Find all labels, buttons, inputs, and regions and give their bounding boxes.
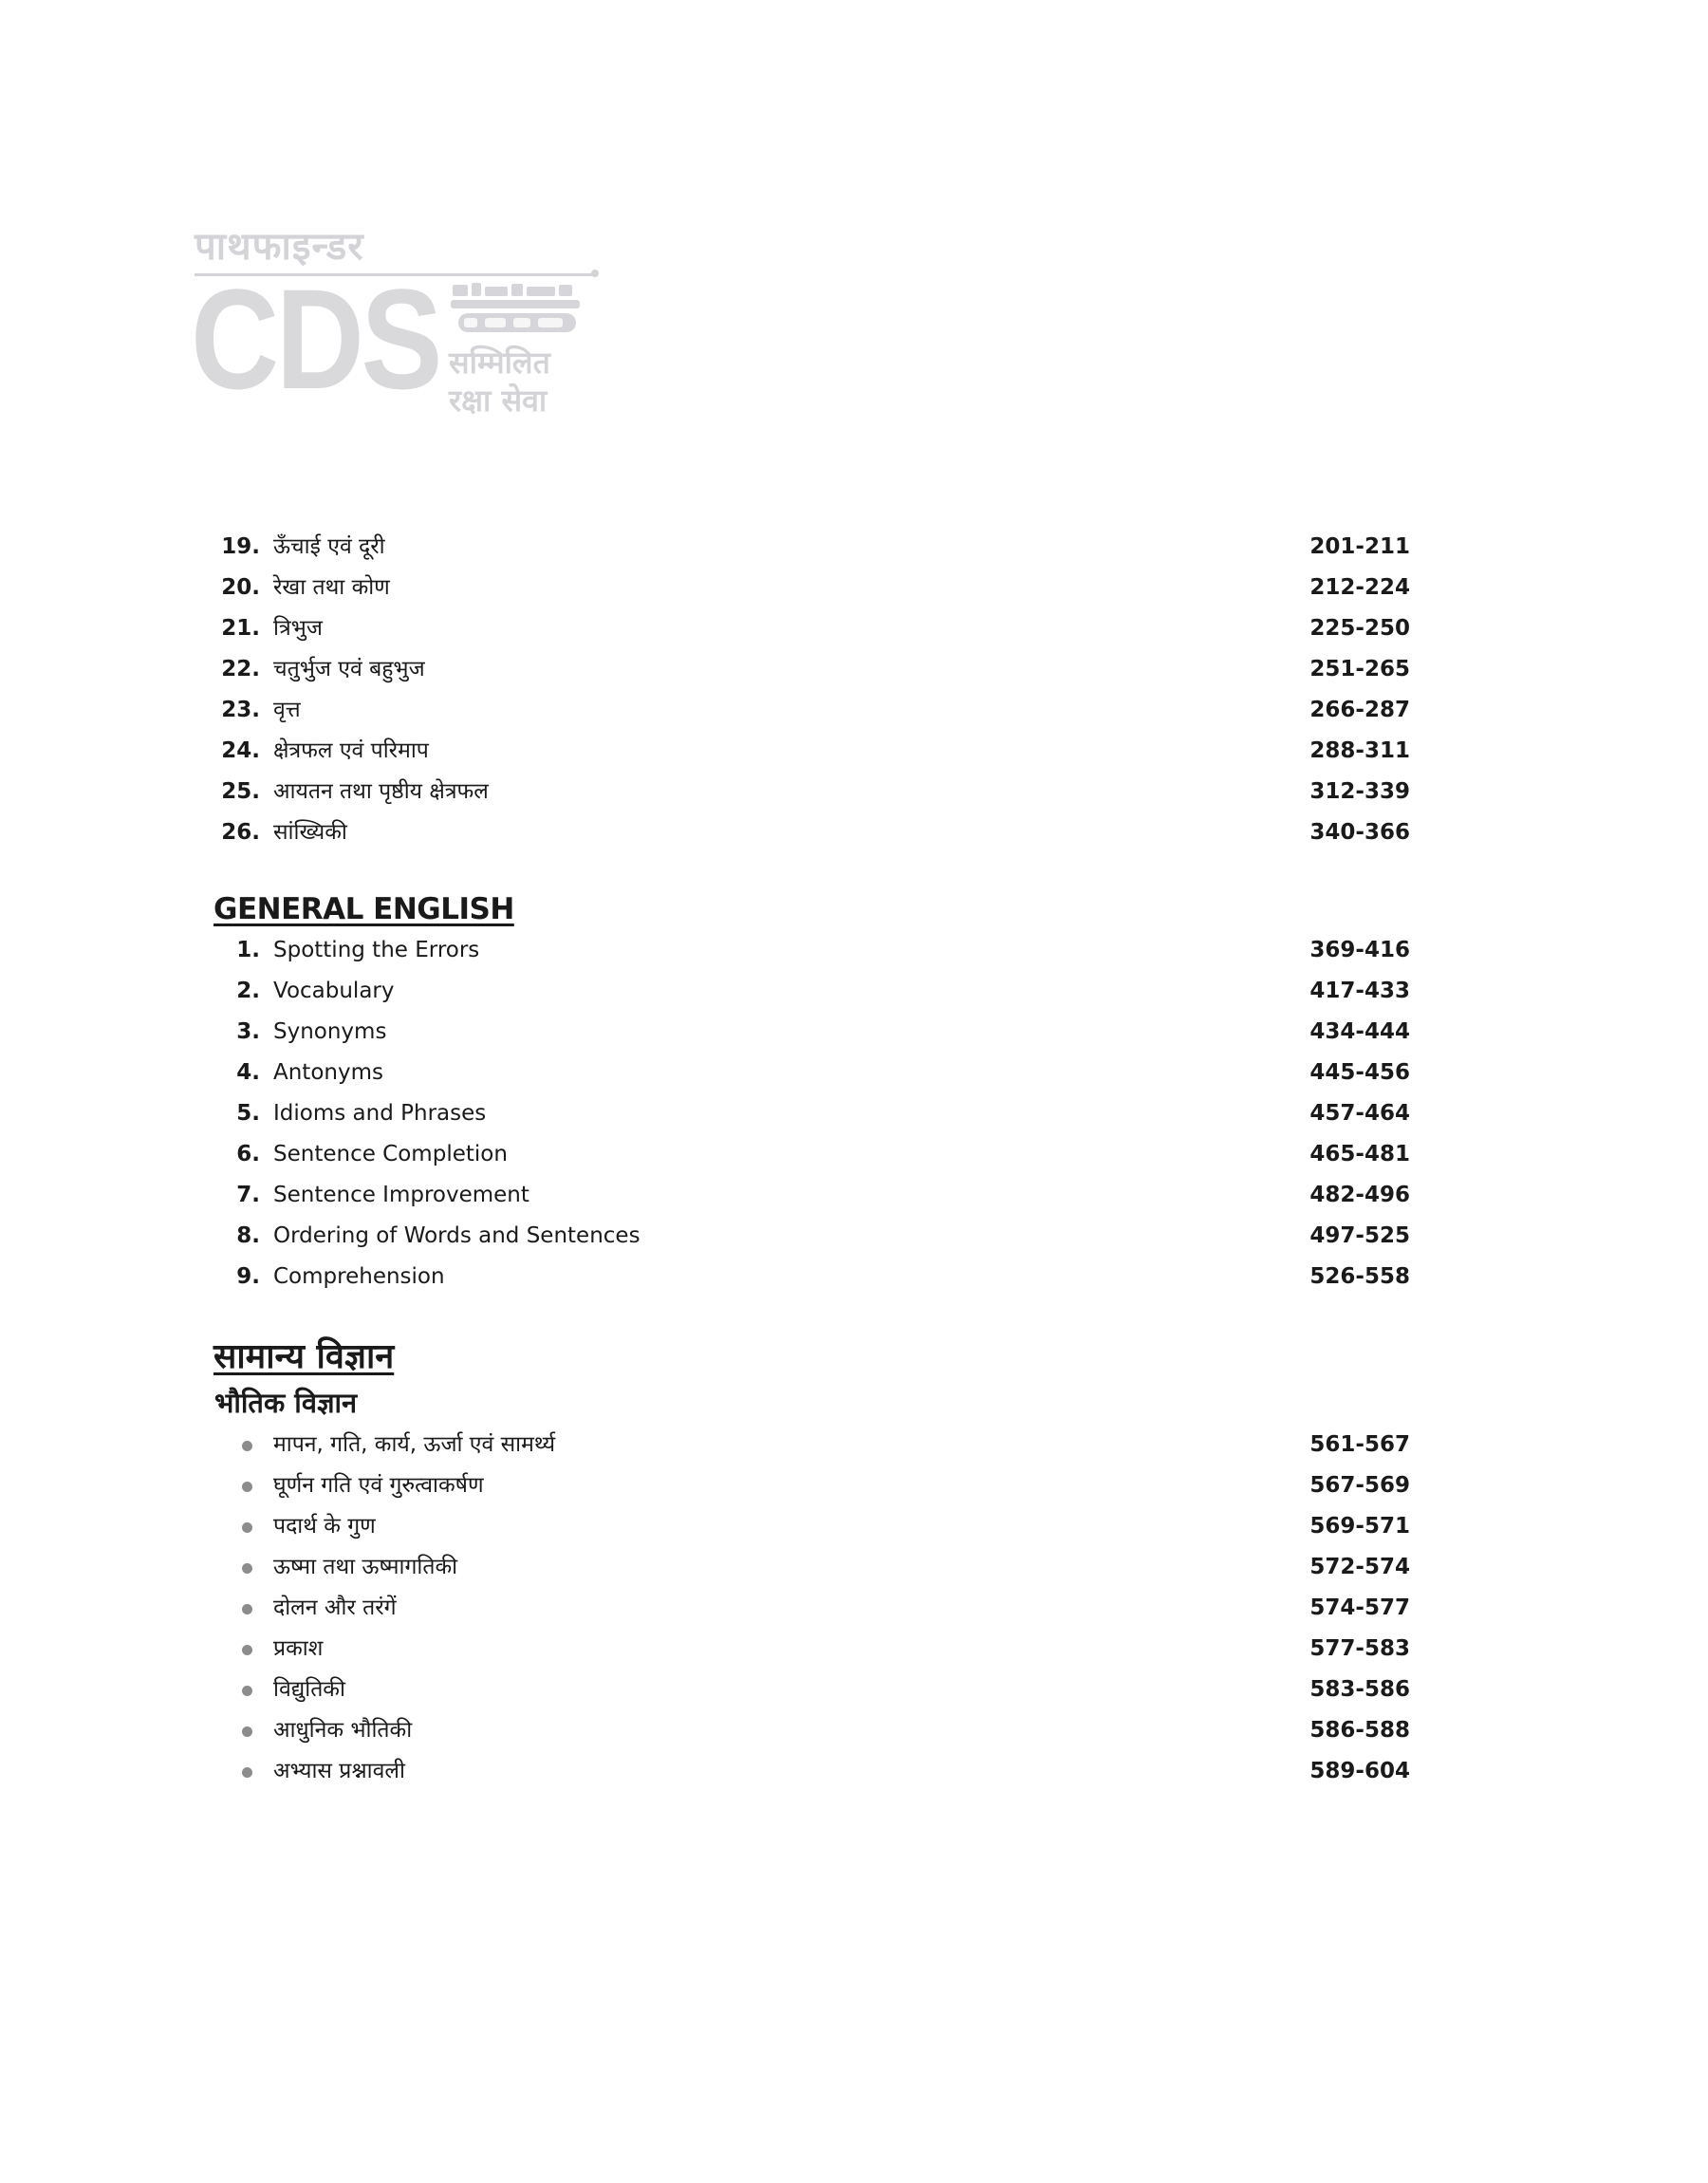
publisher-logo bbox=[191, 218, 603, 427]
toc-row bbox=[214, 1012, 1410, 1053]
toc-row bbox=[214, 1629, 1410, 1670]
chapter-number: 7. bbox=[236, 1183, 260, 1207]
bullet-icon bbox=[242, 1441, 252, 1451]
chapter-title: रेखा तथा कोण bbox=[273, 575, 390, 600]
physics-topic-list bbox=[214, 1425, 1410, 1792]
chapter-title: Idioms and Phrases bbox=[273, 1101, 487, 1126]
chapter-number: 3. bbox=[236, 1019, 260, 1044]
toc-row bbox=[214, 1670, 1410, 1710]
topic-title: मापन, गति, कार्य, ऊर्जा एवं सामर्थ्य bbox=[273, 1432, 556, 1457]
emblem-icon bbox=[451, 281, 585, 334]
page-range: 251-265 bbox=[1309, 657, 1410, 681]
topic-title: विद्युतिकी bbox=[273, 1677, 345, 1702]
subsection-heading-physics: भौतिक विज्ञान bbox=[214, 1387, 358, 1419]
page-range: 445-456 bbox=[1309, 1060, 1410, 1085]
toc-row bbox=[214, 971, 1410, 1012]
page-range: 586-588 bbox=[1309, 1718, 1410, 1743]
chapter-title: वृत्त bbox=[273, 698, 301, 722]
page-range: 567-569 bbox=[1309, 1473, 1410, 1498]
toc-row bbox=[214, 1547, 1410, 1588]
chapter-title: Comprehension bbox=[273, 1264, 445, 1289]
logo-main-text: CDS bbox=[191, 259, 440, 419]
bullet-icon bbox=[242, 1645, 252, 1655]
logo-subtitle-line1: सम्मिलित bbox=[449, 345, 550, 381]
chapter-number: 6. bbox=[236, 1142, 260, 1166]
toc-row bbox=[214, 1257, 1410, 1297]
chapter-title: Sentence Completion bbox=[273, 1142, 508, 1166]
toc-row bbox=[214, 1588, 1410, 1629]
bullet-icon bbox=[242, 1482, 252, 1492]
chapter-number: 23. bbox=[221, 698, 260, 722]
page-range: 561-567 bbox=[1309, 1432, 1410, 1457]
page-range: 572-574 bbox=[1309, 1555, 1410, 1579]
toc-row bbox=[214, 1134, 1410, 1175]
page-range: 340-366 bbox=[1309, 820, 1410, 845]
toc-row bbox=[214, 527, 1410, 568]
chapter-number: 22. bbox=[221, 657, 260, 681]
chapter-title: Ordering of Words and Sentences bbox=[273, 1223, 640, 1248]
chapter-number: 21. bbox=[221, 616, 260, 641]
toc-row bbox=[214, 1053, 1410, 1093]
chapter-number: 1. bbox=[236, 938, 260, 962]
table-of-contents bbox=[214, 527, 1410, 1792]
page-range: 212-224 bbox=[1309, 575, 1410, 600]
logo-subtitle bbox=[449, 344, 550, 420]
bullet-icon bbox=[242, 1604, 252, 1614]
chapter-title: Vocabulary bbox=[273, 979, 395, 1003]
bullet-icon bbox=[242, 1726, 252, 1737]
chapter-number: 20. bbox=[221, 575, 260, 600]
toc-row bbox=[214, 1175, 1410, 1216]
chapter-number: 8. bbox=[236, 1223, 260, 1248]
chapter-number: 25. bbox=[221, 779, 260, 804]
page-range: 589-604 bbox=[1309, 1759, 1410, 1783]
bullet-icon bbox=[242, 1767, 252, 1778]
bullet-icon bbox=[242, 1563, 252, 1574]
page-range: 369-416 bbox=[1309, 938, 1410, 962]
page-range: 201-211 bbox=[1309, 534, 1410, 559]
page-range: 225-250 bbox=[1309, 616, 1410, 641]
chapter-title: Synonyms bbox=[273, 1019, 387, 1044]
chapter-number: 4. bbox=[236, 1060, 260, 1085]
page-range: 288-311 bbox=[1309, 738, 1410, 763]
chapter-title: आयतन तथा पृष्ठीय क्षेत्रफल bbox=[273, 779, 489, 804]
topic-title: पदार्थ के गुण bbox=[273, 1514, 376, 1539]
chapter-number: 2. bbox=[236, 979, 260, 1003]
toc-row bbox=[214, 608, 1410, 649]
chapter-number: 19. bbox=[221, 534, 260, 559]
toc-row bbox=[214, 1751, 1410, 1792]
toc-row bbox=[214, 1093, 1410, 1134]
topic-title: घूर्णन गति एवं गुरुत्वाकर्षण bbox=[273, 1473, 484, 1498]
page-range: 465-481 bbox=[1309, 1142, 1410, 1166]
chapter-title: Antonyms bbox=[273, 1060, 383, 1085]
topic-title: प्रकाश bbox=[273, 1636, 324, 1661]
page-range: 569-571 bbox=[1309, 1514, 1410, 1539]
topic-title: अभ्यास प्रश्नावली bbox=[273, 1759, 405, 1783]
toc-row bbox=[214, 1465, 1410, 1506]
page-range: 417-433 bbox=[1309, 979, 1410, 1003]
logo-top-text: पाथफाइन्डर bbox=[195, 225, 364, 269]
chapter-title: Sentence Improvement bbox=[273, 1183, 529, 1207]
toc-row bbox=[214, 812, 1410, 853]
chapter-number: 26. bbox=[221, 820, 260, 845]
toc-row bbox=[214, 930, 1410, 971]
toc-row bbox=[214, 690, 1410, 731]
chapter-title: क्षेत्रफल एवं परिमाप bbox=[273, 738, 429, 763]
page-range: 312-339 bbox=[1309, 779, 1410, 804]
bullet-icon bbox=[242, 1686, 252, 1696]
chapter-title: त्रिभुज bbox=[273, 616, 323, 641]
page-range: 457-464 bbox=[1309, 1101, 1410, 1126]
toc-row bbox=[214, 731, 1410, 772]
chapter-title: ऊँचाई एवं दूरी bbox=[273, 534, 385, 559]
chapter-number: 24. bbox=[221, 738, 260, 763]
topic-title: आधुनिक भौतिकी bbox=[273, 1718, 413, 1743]
chapter-number: 9. bbox=[236, 1264, 260, 1289]
chapter-title: Spotting the Errors bbox=[273, 938, 480, 962]
toc-row bbox=[214, 1216, 1410, 1257]
page-range: 497-525 bbox=[1309, 1223, 1410, 1248]
topic-title: दोलन और तरंगें bbox=[273, 1595, 397, 1620]
page-range: 266-287 bbox=[1309, 698, 1410, 722]
chapter-title: चतुर्भुज एवं बहुभुज bbox=[273, 657, 425, 681]
topic-title: ऊष्मा तथा ऊष्मागतिकी bbox=[273, 1555, 458, 1579]
toc-row bbox=[214, 1710, 1410, 1751]
page-range: 577-583 bbox=[1309, 1636, 1410, 1661]
toc-row bbox=[214, 772, 1410, 812]
page-range: 583-586 bbox=[1309, 1677, 1410, 1702]
english-chapter-list bbox=[214, 930, 1410, 1297]
toc-row bbox=[214, 1506, 1410, 1547]
page-range: 574-577 bbox=[1309, 1595, 1410, 1620]
logo-subtitle-line2: रक्षा सेवा bbox=[449, 382, 548, 419]
page-range: 526-558 bbox=[1309, 1264, 1410, 1289]
bullet-icon bbox=[242, 1522, 252, 1533]
chapter-title: सांख्यिकी bbox=[273, 820, 347, 845]
page-range: 482-496 bbox=[1309, 1183, 1410, 1207]
maths-chapter-list bbox=[214, 527, 1410, 853]
toc-row bbox=[214, 649, 1410, 690]
chapter-number: 5. bbox=[236, 1101, 260, 1126]
section-heading-science: सामान्य विज्ञान bbox=[214, 1337, 395, 1376]
toc-row bbox=[214, 1425, 1410, 1465]
section-heading-english: GENERAL ENGLISH bbox=[214, 892, 514, 926]
toc-row bbox=[214, 568, 1410, 608]
page-range: 434-444 bbox=[1309, 1019, 1410, 1044]
